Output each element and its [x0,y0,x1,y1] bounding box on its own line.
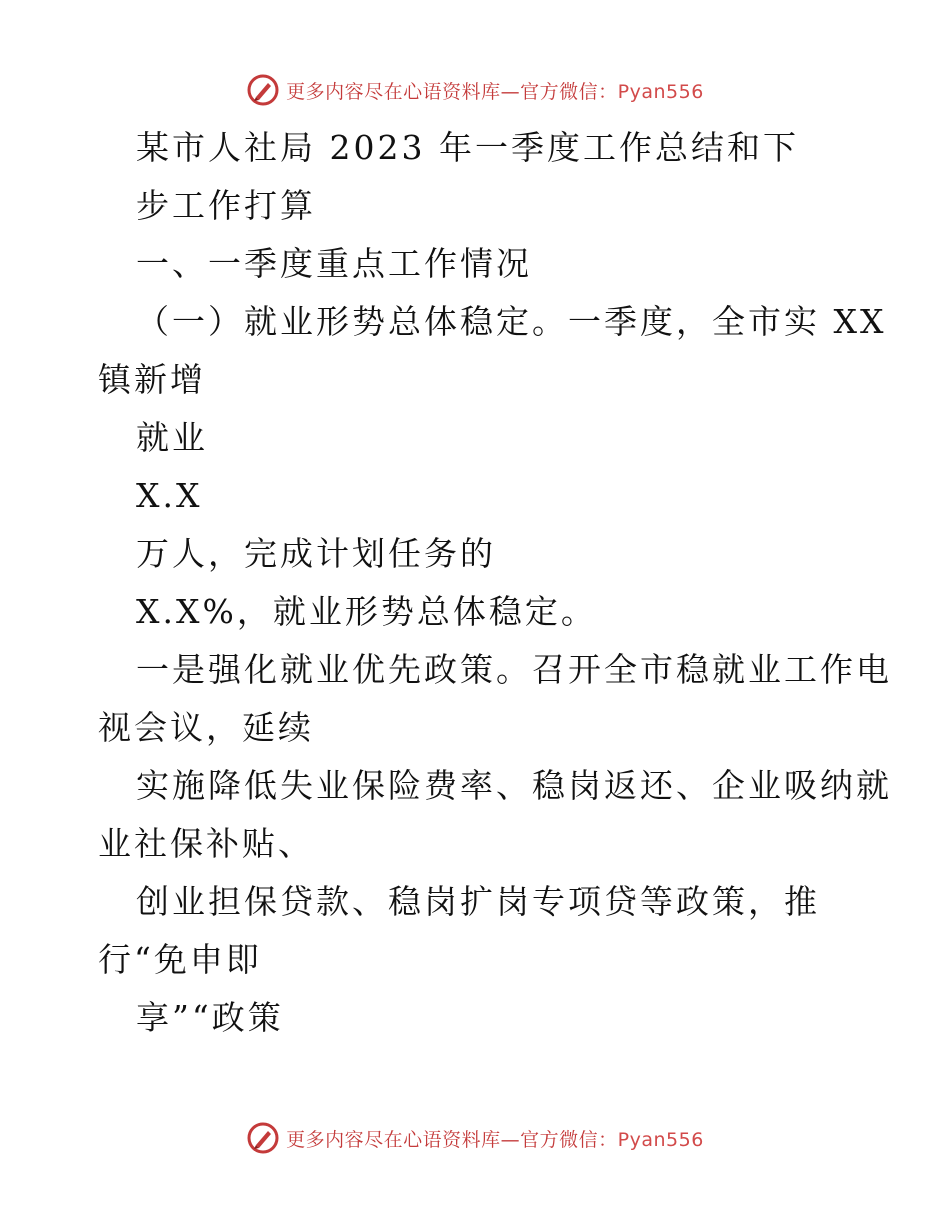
paragraph-line: 业社保补贴、 [98,824,314,863]
pen-logo-icon [246,1121,280,1155]
header-banner [0,70,950,110]
section-heading: 一、一季度重点工作情况 [136,244,532,283]
pen-logo-icon [246,73,280,107]
paragraph-line: 镇新增 [98,360,206,399]
paragraph-line: （一）就业形势总体稳定。一季度，全市实 XX [136,302,887,341]
banner-text: 更多内容尽在心语资料库—官方微信：Pyan556 [286,1128,704,1151]
footer-banner [0,1118,950,1158]
doc-title-line-1: 某市人社局 2023 年一季度工作总结和下 [136,128,799,167]
banner-text: 更多内容尽在心语资料库—官方微信：Pyan556 [286,80,704,103]
paragraph-line: 创业担保贷款、稳岗扩岗专项贷等政策，推 [136,882,820,921]
paragraph-line: 实施降低失业保险费率、稳岗返还、企业吸纳就 [136,766,892,805]
paragraph-line: 视会议，延续 [98,708,314,747]
doc-title-line-2: 步工作打算 [136,186,316,225]
paragraph-line: 一是强化就业优先政策。召开全市稳就业工作电 [136,650,892,689]
paragraph-line: 享”“政策 [136,998,284,1037]
paragraph-line: X.X%，就业形势总体稳定。 [136,592,597,631]
paragraph-line: 万人，完成计划任务的 [136,534,496,573]
paragraph-line: X.X [136,476,203,515]
paragraph-line: 就业 [136,418,208,457]
paragraph-line: 行“免申即 [98,940,262,979]
